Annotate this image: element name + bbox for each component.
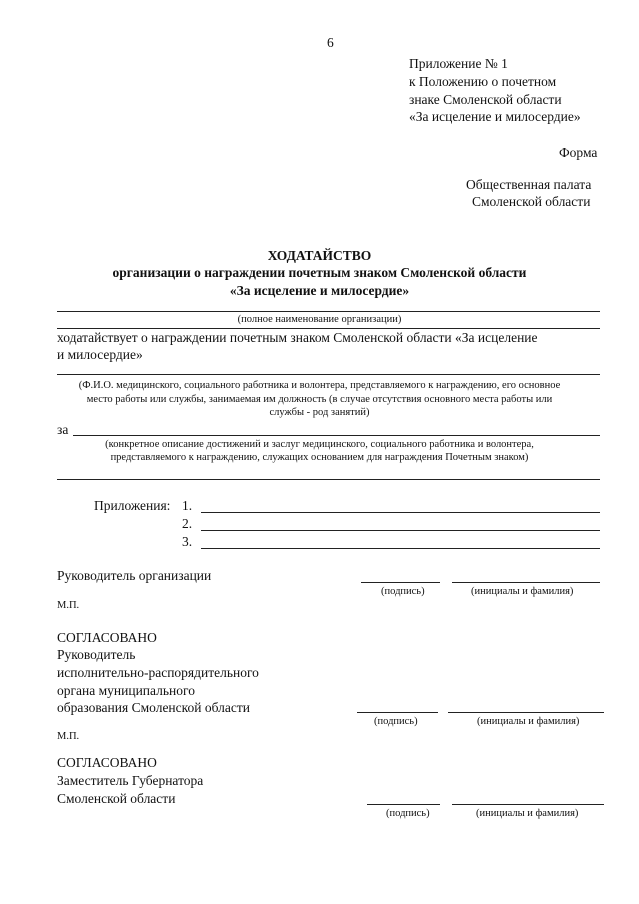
title-main: ХОДАТАЙСТВО: [267, 248, 372, 263]
merits-field[interactable]: [73, 435, 600, 436]
agreed-1-line-1: Руководитель: [57, 647, 136, 662]
head-name-caption: (инициалы и фамилия): [471, 586, 574, 597]
agreed-1-name-caption: (инициалы и фамилия): [477, 716, 580, 727]
attachment-field-3[interactable]: [201, 548, 600, 549]
attachments-label: Приложения:: [94, 498, 171, 513]
form-label: Форма: [559, 145, 598, 160]
org-caption: (полное наименование организации): [237, 314, 402, 325]
title-line-3: «За исцеление и милосердие»: [229, 283, 410, 298]
attachment-number-3: 3.: [182, 534, 193, 549]
title-line-2: организации о награждении почетным знаком Смоленской области: [112, 265, 527, 280]
page-number: 6: [327, 35, 334, 50]
agreed-2-name-field[interactable]: [452, 804, 604, 805]
agreed-2-line-1: Заместитель Губернатора: [57, 773, 204, 788]
head-sign-caption: (подпись): [381, 586, 425, 597]
head-name-field[interactable]: [452, 582, 600, 583]
merits-caption-2: представляемого к награждению, служащих основанием для награждения Почетным знаком): [110, 452, 529, 463]
agreed-1-stamp: М.П.: [57, 731, 80, 742]
agreed-1-sign-caption: (подпись): [374, 716, 418, 727]
agreed-1-line-2: исполнительно-распорядительного: [57, 665, 259, 680]
person-field[interactable]: [57, 374, 600, 375]
merits-field-extra[interactable]: [57, 479, 600, 480]
appendix-line-4: «За исцеление и милосердие»: [409, 109, 581, 124]
agreed-1-label: СОГЛАСОВАНО: [57, 630, 157, 645]
agreed-2-signature-field[interactable]: [367, 804, 440, 805]
addressee-line-1: Общественная палата: [466, 177, 592, 192]
person-caption-1: (Ф.И.О. медицинского, социального работника и волонтера, представляемого к награждению, его основное: [78, 380, 561, 391]
attachment-number-1: 1.: [182, 498, 193, 513]
petition-line-1: ходатайствует о награждении почетным знаком Смоленской области «За исцеление: [57, 330, 538, 345]
appendix-line-3: знаке Смоленской области: [409, 92, 562, 107]
agreed-1-signature-field[interactable]: [357, 712, 438, 713]
agreed-1-line-4: образования Смоленской области: [57, 700, 251, 715]
agreed-1-name-field[interactable]: [448, 712, 604, 713]
head-title: Руководитель организации: [57, 568, 212, 583]
agreed-1-line-3: органа муниципального: [57, 683, 195, 698]
appendix-line-1: Приложение № 1: [409, 56, 508, 71]
agreed-2-line-2: Смоленской области: [57, 791, 176, 806]
attachment-field-1[interactable]: [201, 512, 600, 513]
for-label: за: [57, 422, 69, 437]
attachment-number-2: 2.: [182, 516, 193, 531]
addressee-line-2: Смоленской области: [472, 194, 591, 209]
person-caption-2: место работы или службы, занимаемая им должность (в случае отсутствия основного места работы или: [86, 394, 553, 405]
attachment-field-2[interactable]: [201, 530, 600, 531]
person-caption-3: службы - род занятий): [269, 407, 370, 418]
org-name-field[interactable]: [57, 311, 600, 312]
head-signature-field[interactable]: [361, 582, 440, 583]
appendix-line-2: к Положению о почетном: [409, 74, 557, 89]
agreed-2-label: СОГЛАСОВАНО: [57, 755, 157, 770]
agreed-2-sign-caption: (подпись): [386, 808, 430, 819]
merits-caption-1: (конкретное описание достижений и заслуг медицинского, социального работника и волонтера,: [105, 439, 534, 450]
petition-line-2: и милосердие»: [57, 347, 143, 362]
head-stamp: М.П.: [57, 600, 80, 611]
agreed-2-name-caption: (инициалы и фамилия): [476, 808, 579, 819]
